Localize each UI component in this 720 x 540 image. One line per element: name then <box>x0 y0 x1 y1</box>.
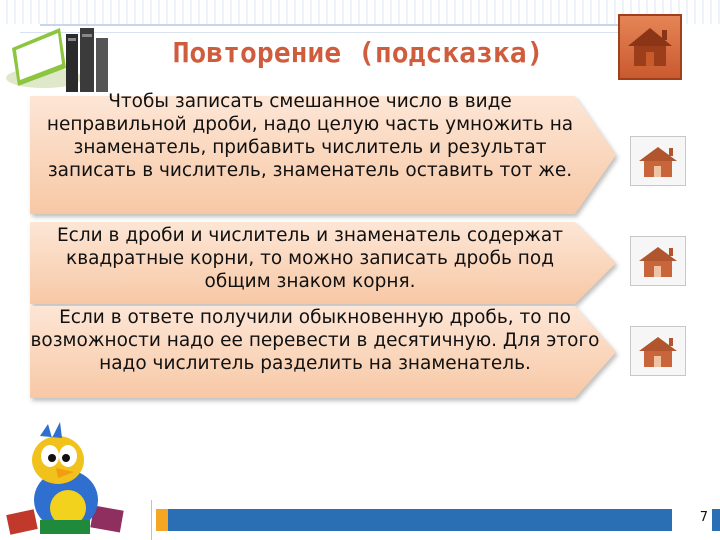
hint-1-home-button[interactable] <box>630 136 686 186</box>
footer-accent <box>156 509 168 531</box>
hint-3-home-button[interactable] <box>630 326 686 376</box>
books-icon <box>4 8 122 94</box>
home-icon <box>631 137 685 185</box>
page-number: 7 <box>699 510 708 525</box>
home-icon <box>620 16 680 78</box>
hint-text-1: Чтобы записать смешанное число в виде неправильной дроби, надо целую часть умножить на знаменатель, прибавить числитель и результат записать в числитель, знаменатель оставить тот же. <box>46 91 574 181</box>
slide-title: Повторение (подсказка) <box>172 36 544 69</box>
footer-bar <box>156 509 720 531</box>
home-icon <box>631 327 685 375</box>
home-icon <box>631 237 685 285</box>
top-divider <box>40 24 630 26</box>
footer-divider <box>151 500 152 540</box>
home-button[interactable] <box>618 14 682 80</box>
hint-text-3: Если в ответе получили обыкновенную дробь, то по возможности надо ее перевести в десятичную. Для этого надо числитель разделить на знаменатель. <box>30 307 600 374</box>
bird-mascot-icon <box>0 416 140 540</box>
hint-2-home-button[interactable] <box>630 236 686 286</box>
hint-text-2: Если в дроби и числитель и знаменатель содержат квадратные корни, то можно записать дробь под общим знаком корня. <box>56 225 564 292</box>
